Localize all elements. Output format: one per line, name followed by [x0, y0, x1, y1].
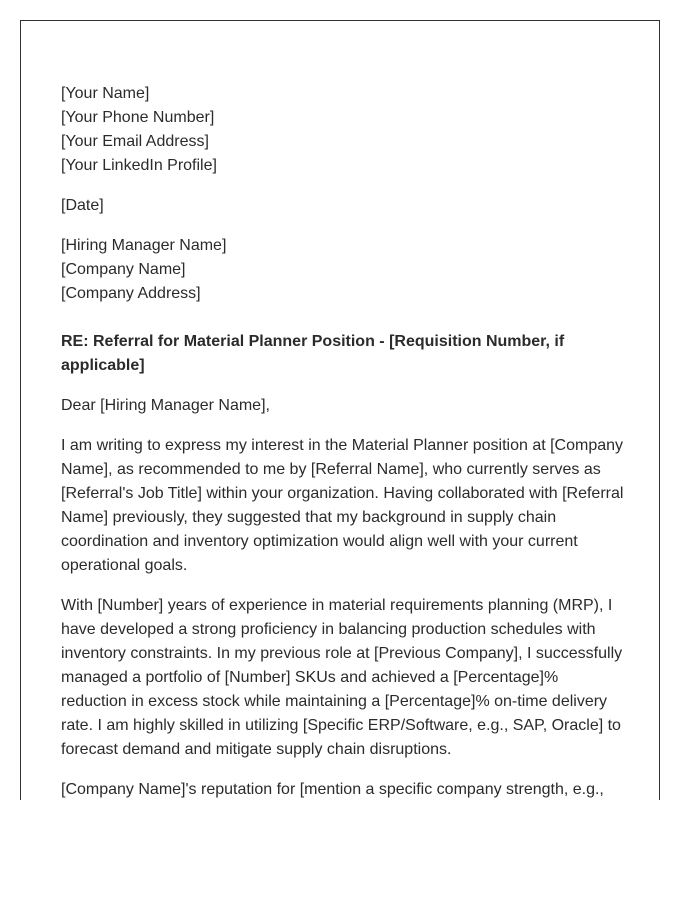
greeting: Dear [Hiring Manager Name], [61, 397, 270, 414]
recipient-block [61, 234, 626, 306]
letter-body [61, 82, 626, 800]
subject-line: RE: Referral for Material Planner Position - [Requisition Number, if applicable] [61, 333, 565, 374]
sender-email: [Your Email Address] [61, 133, 209, 150]
sender-block [61, 82, 626, 178]
recipient-company: [Company Name] [61, 261, 186, 278]
recipient-name: [Hiring Manager Name] [61, 237, 227, 254]
body-paragraph-intro: I am writing to express my interest in the Material Planner position at [Company Name], as recommended to me by [Referral Name], who currently serves as [Referral's Job Title] within your organization. Having collaborated with [Referral Name] previously, they suggested that my background in supply chain coordination and inventory optimization would align well with your current operational goals. [61, 437, 624, 574]
sender-name: [Your Name] [61, 85, 150, 102]
body-paragraph-experience: With [Number] years of experience in material requirements planning (MRP), I have developed a strong proficiency in balancing production schedules with inventory constraints. In my previous role at [Previous Company], I successfully managed a portfolio of [Number] SKUs and achieved a [Percentage]% reduction in excess stock while maintaining a [Percentage]% on-time delivery rate. I am highly skilled in utilizing [Specific ERP/Software, e.g., SAP, Oracle] to forecast demand and mitigate supply chain disruptions. [61, 597, 623, 758]
sender-phone: [Your Phone Number] [61, 109, 215, 126]
letter-date: [Date] [61, 197, 104, 214]
sender-linkedin: [Your LinkedIn Profile] [61, 157, 217, 174]
recipient-address: [Company Address] [61, 285, 201, 302]
date-block [61, 194, 626, 218]
document-page [20, 20, 660, 800]
body-paragraph-company: [Company Name]'s reputation for [mention a specific company strength, e.g., [61, 781, 604, 798]
